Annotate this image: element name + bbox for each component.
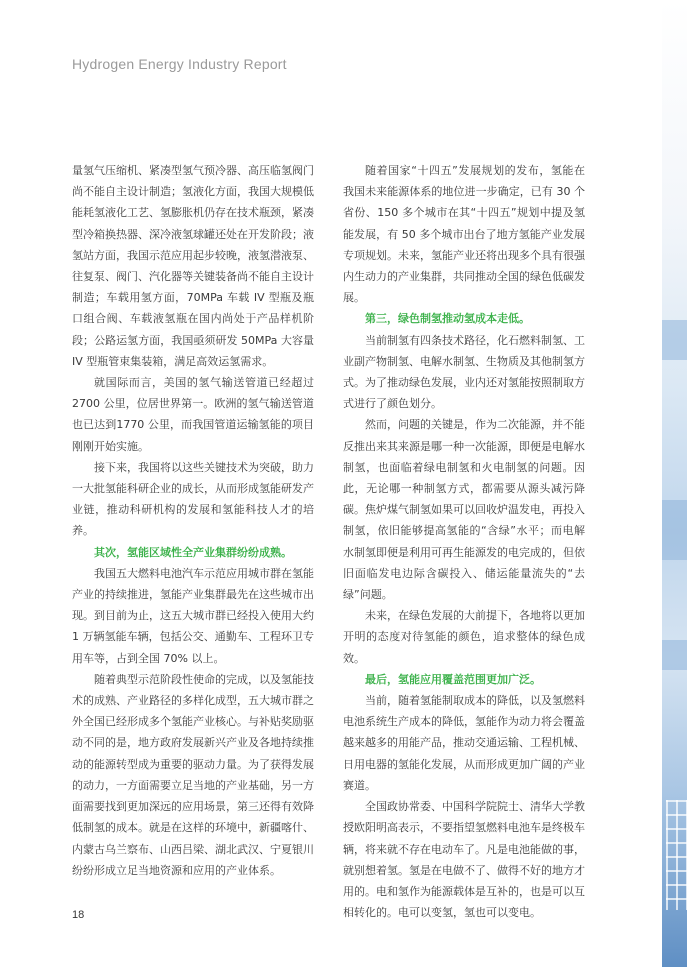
paragraph: 随着典型示范阶段性使命的完成，以及氢能技术的成熟、产业路径的多样化成型，五大城市群之外全国已经形成多个氢能产业核心。与补贴奖励驱动不同的是，地方政府发展新兴产业及各地持续推动的能源转型成为重要的驱动力量。为了获得发展的动力，一方面需要立足当地的产业基础，另一方面需要找到更加深远的应用场景，第三还得有效降低制氢的成本。就是在这样的环境中，新疆喀什、内蒙古乌兰察布、山西吕梁、湖北武汉、宁夏银川纷纷形成立足当地资源和应用的产业体系。 [72,672,314,877]
left-column [72,160,314,881]
section-heading: 第三，绿色制氢推动氢成本走低。 [365,312,530,326]
paragraph: 当前制氢有四条技术路径，化石燃料制氢、工业副产物制氢、电解水制氢、生物质及其他制氢方式。为了推动绿色发展，业内还对氢能按照制取方式进行了颜色划分。 [343,333,585,411]
section-heading: 最后，氢能应用覆盖范围更加广泛。 [365,672,541,686]
paragraph: 随着国家“十四五”发展规划的发布，氢能在我国未来能源体系的地位进一步确定，已有 30 个省份、150 多个城市在其“十四五”规划中提及氢能发展，有 50 多个城市出台了地方氢能产业发展专项规划。未来，氢能产业还将出现多个具有很强内生动力的产业集群，共同推动全国的绿色低碳发展。 [343,164,585,305]
paragraph: 就国际而言，美国的氢气输送管道已经超过 2700 公里，位居世界第一。欧洲的氢气输送管道也已达到1770 公里，而我国管道运输氢能的项目刚刚开始实施。 [72,376,314,453]
paragraph: 接下来，我国将以这些关键技术为突破，助力一大批氢能科研企业的成长，从而形成氢能研发产业链，推动科研机构的发展和氢能科技人才的培养。 [72,460,314,538]
decorative-side-image [662,0,687,967]
report-header: Hydrogen Energy Industry Report [72,56,287,72]
paragraph: 我国五大燃料电池汽车示范应用城市群在氢能产业的持续推进，氢能产业集群最先在这些城市出现。到目前为止，这五大城市群已经投入使用大约 1 万辆氢能车辆，包括公交、通勤车、工程环卫专用车等，占到全国 70% 以上。 [72,566,314,665]
paragraph: 未来，在绿色发展的大前提下，各地将以更加开明的态度对待氢能的颜色，追求整体的绿色成效。 [343,609,585,665]
section-heading: 其次，氢能区域性全产业集群纷纷成熟。 [94,545,292,559]
right-column [343,160,585,923]
paragraph: 全国政协常委、中国科学院院士、清华大学教授欧阳明高表示，不要指望氢燃料电池车是终极车辆，将来就不存在电动车了。凡是电池能做的事，就别想着氢。氢是在电做不了、做得不好的地方才用的。电和氢作为能源载体是互补的，也是可以互相转化的。电可以变氢，氢也可以变电。 [343,800,585,920]
paragraph: 当前，随着氢能制取成本的降低，以及氢燃料电池系统生产成本的降低，氢能作为动力将会覆盖越来越多的用能产品，推动交通运输、工程机械、日用电器的氢能化发展，从而形成更加广阔的产业赛道。 [343,694,585,792]
paragraph: 然而，问题的关键是，作为二次能源，并不能反推出来其来源是哪一种一次能源，即便是电解水制氢，也面临着绿电制氢和火电制氢的问题。因此，无论哪一种制氢方式，都需要从源头减污降碳。焦炉煤气制氢如果可以回收炉温发电，再投入制氢，依旧能够提高氢能的“含绿”水平；而电解水制氢即便是利用可再生能源发的电完成的，但依旧面临发电边际含碳投入、储运能量流失的“去绿”问题。 [343,418,585,602]
paragraph: 量氢气压缩机、紧凑型氢气预冷器、高压临氢阀门尚不能自主设计制造；氢液化方面，我国大规模低能耗氢液化工艺、氢膨胀机仍存在技术瓶颈，紧凑型冷箱换热器、深冷液氢球罐还处在开发阶段；液氢站方面，我国示范应用起步较晚，液氢潜液泵、往复泵、阀门、汽化器等关键装备尚不能自主设计制造；车载用氢方面，70MPa 车载 IV 型瓶及瓶口组合阀、车载液氢瓶在国内尚处于产品样机阶段；公路运氢方面，我国亟须研发 50MPa 大容量 IV 型瓶管束集装箱，满足高效运氢需求。 [72,164,314,368]
page-number: 18 [72,909,85,921]
